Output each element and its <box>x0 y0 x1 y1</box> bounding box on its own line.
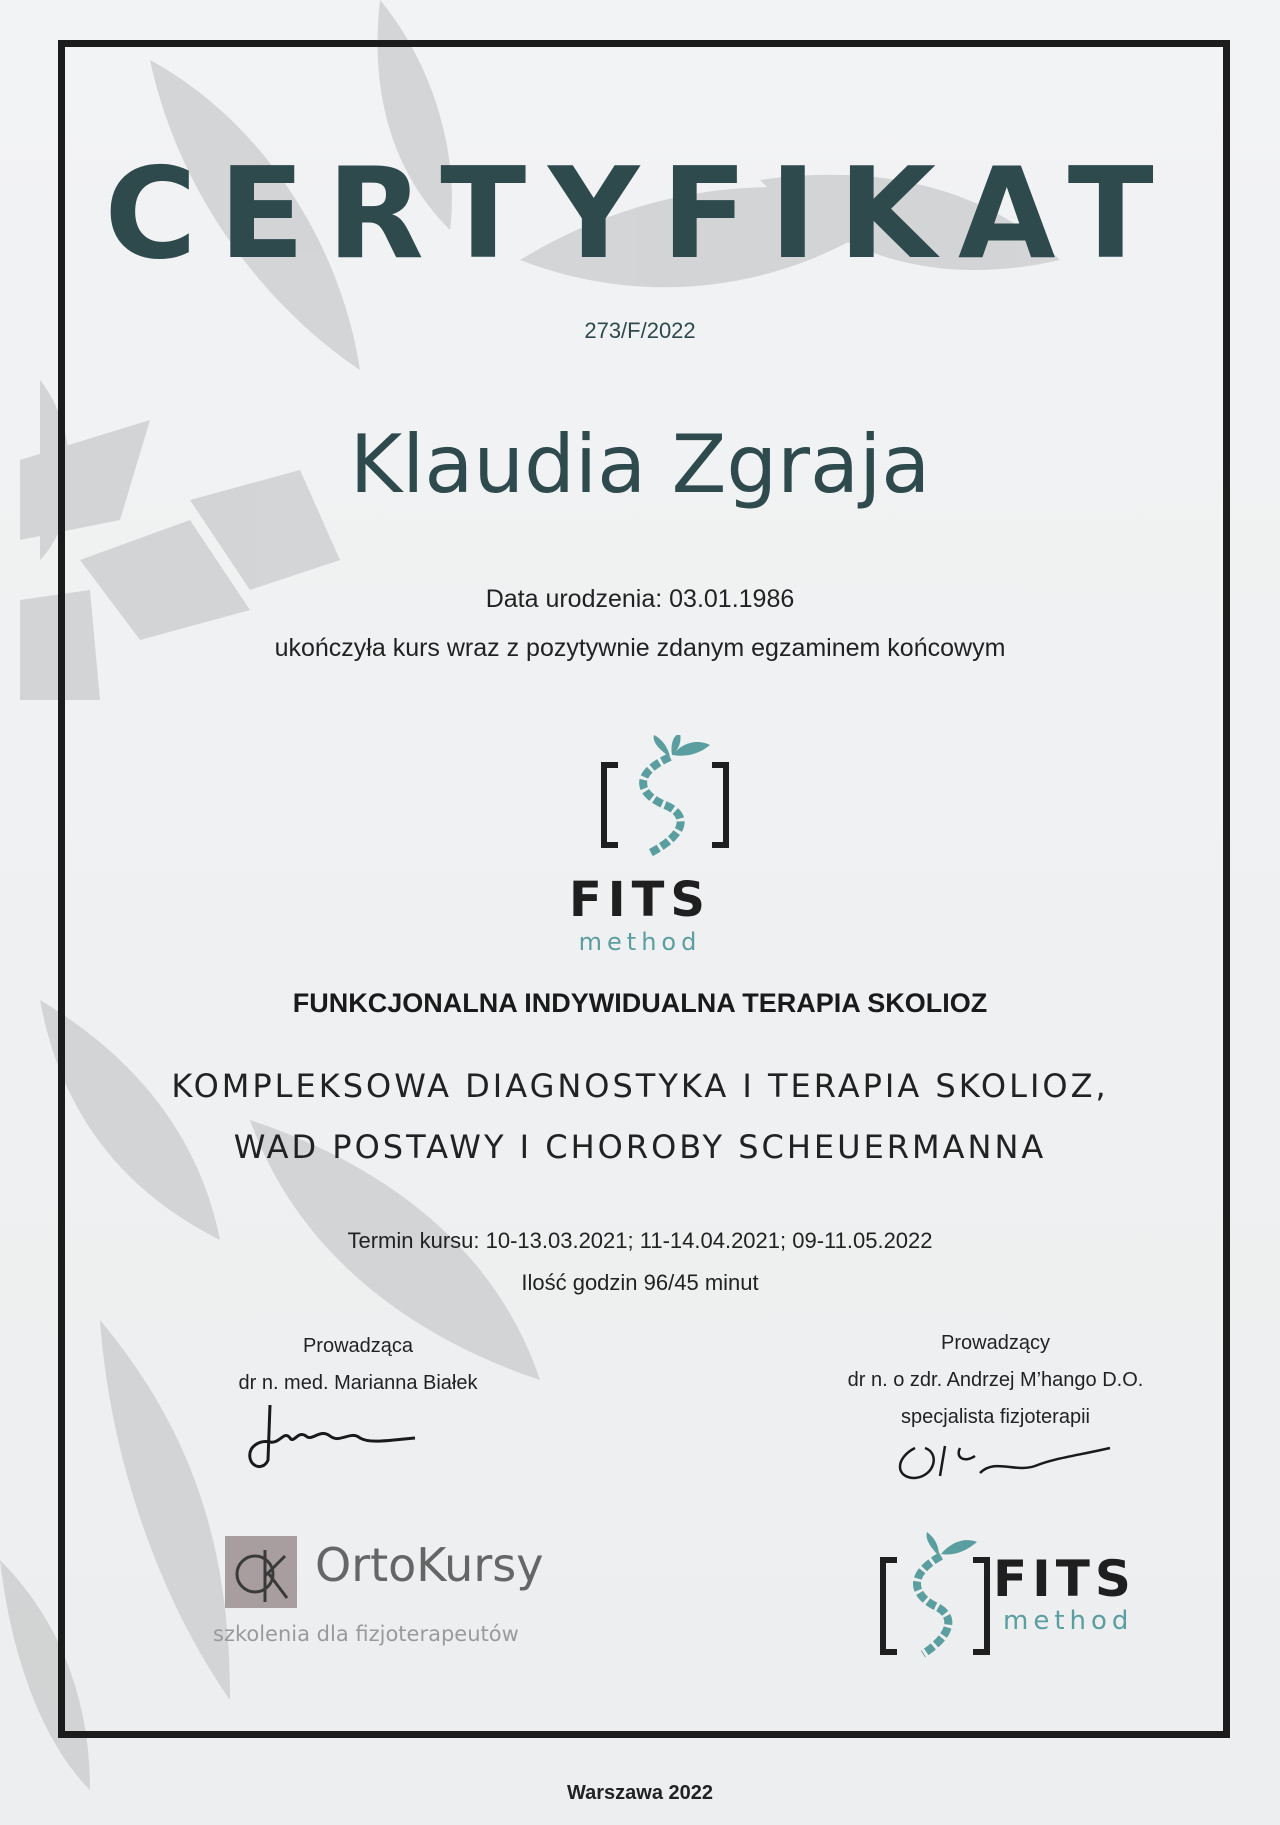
ortokursy-ok-icon <box>225 1536 297 1608</box>
certificate-number: 273/F/2022 <box>584 318 696 343</box>
recipient-name: Klaudia Zgraja <box>349 418 931 511</box>
ortokursy-name: OrtoKursy <box>315 1538 544 1592</box>
fits-footer-text: FITS <box>993 1550 1136 1608</box>
right-signatory-title: specjalista fizjoterapii <box>901 1406 1090 1428</box>
fits-spine-logo-small-icon <box>875 1530 995 1660</box>
right-signatory-name: dr n. o zdr. Andrzej M’hango D.O. <box>847 1369 1144 1391</box>
right-signatory <box>818 1332 1173 1443</box>
completion-statement: ukończyła kurs wraz z pozytywnie zdanym egzaminem końcowym <box>274 634 1006 662</box>
course-hours: Ilość godzin 96/45 minut <box>521 1270 759 1295</box>
place-and-year: Warszawa 2022 <box>566 1782 713 1804</box>
fits-logo-text: FITS <box>569 872 711 928</box>
right-signatory-role: Prowadzący <box>941 1332 1050 1354</box>
left-signature-image <box>240 1400 420 1480</box>
birth-date: Data urodzenia: 03.01.1986 <box>485 585 795 613</box>
right-signature-image <box>885 1428 1115 1498</box>
left-signatory-name: dr n. med. Marianna Białek <box>238 1372 478 1394</box>
course-title-line-1: KOMPLEKSOWA DIAGNOSTYKA I TERAPIA SKOLIOZ, <box>171 1067 1109 1105</box>
method-logo-text: method <box>578 928 702 956</box>
course-title-line-2: WAD POSTAWY I CHOROBY SCHEUERMANNA <box>233 1128 1047 1166</box>
certificate-title: CERTYFIKAT <box>104 140 1176 287</box>
method-footer-text: method <box>1003 1606 1134 1636</box>
ortokursy-tagline: szkolenia dla fizjoterapeutów <box>213 1622 519 1646</box>
left-signatory-role: Prowadząca <box>302 1335 414 1357</box>
fits-method-logo-footer <box>875 1530 1175 1660</box>
program-name: FUNKCJONALNA INDYWIDUALNA TERAPIA SKOLIOZ <box>292 988 988 1018</box>
course-dates: Termin kursu: 10-13.03.2021; 11-14.04.2021; 09-11.05.2022 <box>347 1228 933 1253</box>
left-signatory <box>208 1335 508 1409</box>
ortokursy-logo <box>203 1530 543 1650</box>
fits-spine-logo-icon <box>590 735 740 865</box>
